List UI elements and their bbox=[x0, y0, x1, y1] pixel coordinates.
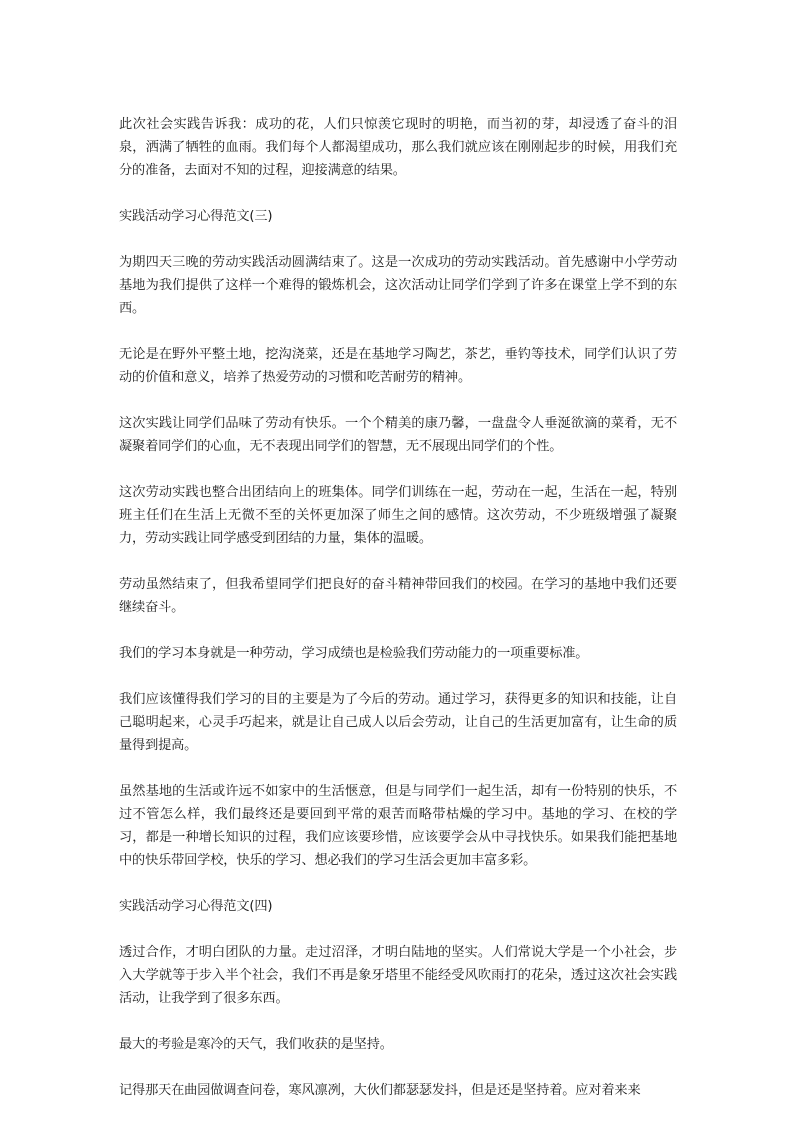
paragraph-2: 为期四天三晚的劳动实践活动圆满结束了。这是一次成功的劳动实践活动。首先感谢中小学劳动基地为我们提供了这样一个难得的锻炼机会，这次活动让同学们学到了许多在课堂上学不到的东西。 bbox=[119, 255, 677, 316]
paragraph-9: 虽然基地的生活或许远不如家中的生活惬意，但是与同学们一起生活，却有一份特别的快乐，不过不管怎么样，我们最终还是要回到平常的艰苦而略带枯燥的学习中。基地的学习、在校的学习，都是一种增长知识的过程，我们应该要珍惜，应该要学会从中寻找快乐。如果我们能把基地中的快乐带回学校，快乐的学习、想必我们的学习生活会更加丰富多彩。 bbox=[119, 784, 677, 868]
paragraph-10: 透过合作，才明白团队的力量。走过沼泽，才明白陆地的坚实。人们常说大学是一个小社会，步入大学就等于步入半个社会，我们不再是象牙塔里不能经受风吹雨打的花朵，透过这次社会实践活动，让我学到了很多东西。 bbox=[119, 945, 677, 1006]
paragraph-6: 劳动虽然结束了，但我希望同学们把良好的奋斗精神带回我们的校园。在学习的基地中我们还要继续奋斗。 bbox=[119, 577, 677, 615]
paragraph-12: 记得那天在曲园做调查问卷，寒风凛冽，大伙们都瑟瑟发抖，但是还是坚持着。应对着来来 bbox=[119, 1083, 641, 1098]
paragraph-5: 这次劳动实践也整合出团结向上的班集体。同学们训练在一起，劳动在一起，生活在一起，特别班主任们在生活上无微不至的关怀更加深了师生之间的感情。这次劳动，不少班级增强了凝聚力，劳动实践让同学感受到团结的力量，集体的温暖。 bbox=[119, 485, 677, 546]
section-heading-3: 实践活动学习心得范文(三) bbox=[119, 209, 273, 224]
paragraph-7: 我们的学习本身就是一种劳动，学习成绩也是检验我们劳动能力的一项重要标准。 bbox=[119, 646, 589, 661]
paragraph-8: 我们应该懂得我们学习的目的主要是为了今后的劳动。通过学习，获得更多的知识和技能，让自己聪明起来，心灵手巧起来，就是让自己成人以后会劳动，让自己的生活更加富有，让生命的质量得到提高。 bbox=[119, 692, 677, 753]
section-heading-4: 实践活动学习心得范文(四) bbox=[119, 899, 273, 914]
paragraph-1: 此次社会实践告诉我：成功的花，人们只惊羡它现时的明艳，而当初的芽，却浸透了奋斗的泪泉，洒满了牺牲的血雨。我们每个人都渴望成功，那么我们就应该在刚刚起步的时候，用我们充分的准备，去面对不知的过程，迎接满意的结果。 bbox=[119, 117, 677, 178]
paragraph-4: 这次实践让同学们品味了劳动有快乐。一个个精美的康乃馨，一盘盘令人垂涎欲滴的菜肴，无不凝聚着同学们的心血，无不表现出同学们的智慧，无不展现出同学们的个性。 bbox=[119, 416, 677, 454]
document-body bbox=[119, 113, 677, 1125]
paragraph-3: 无论是在野外平整土地，挖沟浇菜，还是在基地学习陶艺，茶艺，垂钓等技术，同学们认识了劳动的价值和意义，培养了热爱劳动的习惯和吃苦耐劳的精神。 bbox=[119, 347, 677, 385]
paragraph-11: 最大的考验是寒冷的天气，我们收获的是坚持。 bbox=[119, 1037, 393, 1052]
